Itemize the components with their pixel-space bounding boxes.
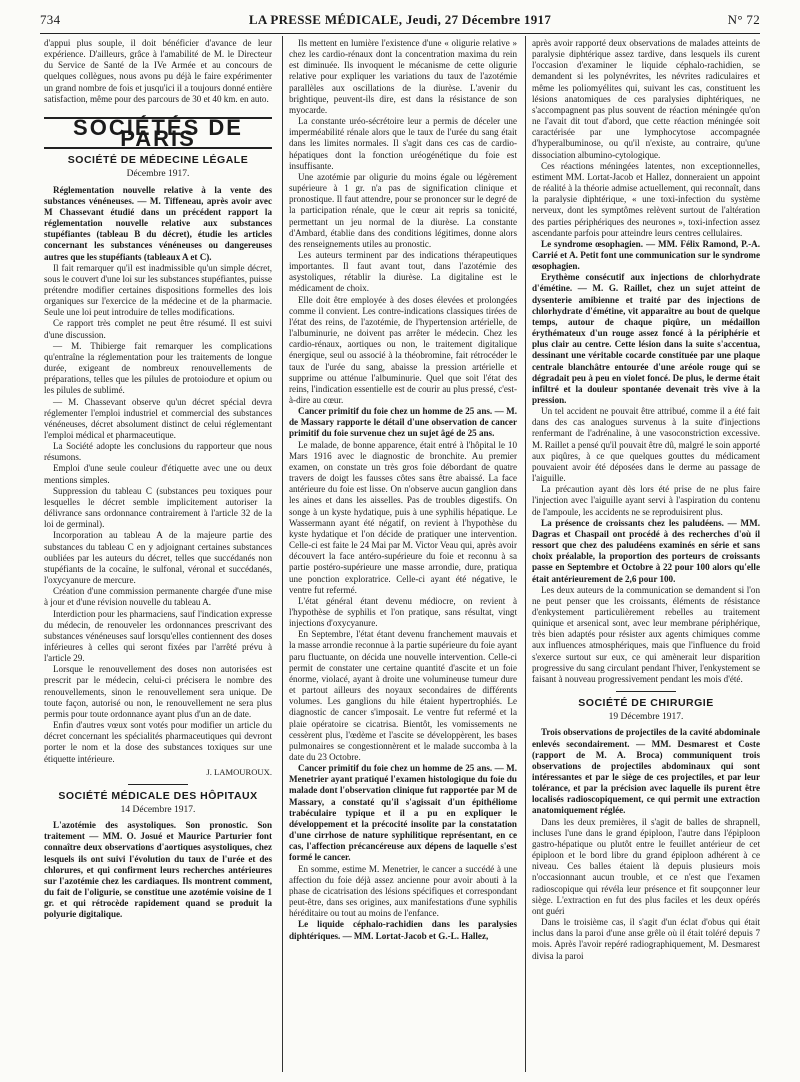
paragraph: — M. Chassevant observe qu'un décret spécial devra réglementer l'emploi industriel et commercial des substances vénéneuses, décret absolument distinct de celui réglementant l'emploi médical et pharmaceutique. [44, 396, 272, 440]
society-heading-chirurgie: SOCIÉTÉ DE CHIRURGIE [578, 697, 714, 710]
paragraph: L'état général étant devenu médiocre, on revient à l'hypothèse de syphilis et l'on pratique, sans résultat, vingt injections d'oxycyanure. [289, 595, 517, 629]
journal-title: LA PRESSE MÉDICALE, Jeudi, 27 Décembre 1917 [248, 12, 552, 27]
column-3 [532, 38, 760, 1076]
paragraph: Un tel accident ne pouvait être attribué, comme il a été fait dans des cas analogues survenus à la suite d'injections renfermant de l'adrénaline, à une vasoconstriction excessive. M. Raillet a pensé qu'il pouvait être dû, malgré le soin apporté aux piqûres, à ce que quelques gouttes du médicament pouvaient avoir été déposées dans le derme au passage de l'aiguille. [532, 406, 760, 484]
page-number: 734 [40, 12, 61, 27]
intro-paragraph: d'appui plus souple, il doit bénéficier d'avance de leur expérience. D'ailleurs, grâce à l'amabilité de M. le Directeur du Service de Santé de la IVe Armée et au concours de quelques collègues, nous avons pu déjà le faire expérimenter un grand nombre de fois et jusqu'ici il a toujours donné entière satisfaction, même pour des parcours de 30 et 40 km. en auto. [44, 38, 272, 104]
paragraph: Les deux auteurs de la communication se demandent si l'on ne peut penser que les croissants, éléments de résistance d'enkystement particulièrement rebelles au traitement quinique et arsenical sont, avec leur membrane périphérique, très bien adaptés pour résister aux agents chimiques comme aux influences atmosphériques, mais que l'influence du froid s'exerce surtout sur eux, ce qui amènerait leur disparition progressive du sang circulant pendant l'hiver, l'enkystement se faisant à nouveau progressivement pendant les mois d'été. [532, 584, 760, 684]
signature: J. LAMOUROUX. [206, 766, 272, 777]
subject-heading: Cancer primitif du foie chez un homme de 25 ans. — M. de Massary rapporte le détail d'une observation de cancer primitif du foie survenue chez un sujet âgé de 25 ans. [289, 406, 517, 439]
paragraph: La précaution ayant dès lors été prise de ne plus faire l'injection avec l'aiguille ayant servi à l'aspiration du contenu de l'ampoule, les accidents ne se reproduisirent plus. [532, 484, 760, 517]
subject-heading: Réglementation nouvelle relative à la vente des substances vénéneuses. — M. Tiffeneau, après avoir avec M Chassevant étudié dans un précédent rapport la réglementation nouvelle relative aux substances stupéfiantes (tableau B du décret), étudie les articles concernant les substances vénéneuses ou dangereuses autres que les stupéfiants (tableaux A et C). [44, 184, 272, 262]
paragraph: Création d'une commission permanente chargée d'une mise à jour et d'une révision nouvelle du tableau A. [44, 586, 272, 608]
subject-heading: L'azotémie des asystoliques. Son pronostic. Son traitement — MM. O. Josué et Maurice Parturier font connaître deux observations d'aortiques asystoliques, chez lesquels ils ont suivi l'évolution du taux de l'urée et des chlorures, et qui confirment leurs recherches antérieures sur l'azotémie chez les cardiaques. Ils montrent comment, du fait de l'oligurie, se constitue une azotémie voisine de 1 gr. et qui rétrocède rapidement quand se produit la polyurie digitalique. [44, 820, 272, 920]
column-1 [44, 38, 272, 1076]
column-rule-1 [282, 36, 283, 1072]
paragraph: La constante uréo-sécrétoire leur a permis de déceler une imperméabilité rénale alors que le taux de l'urée du sang était dans les limites normales. Il s'agit dans ces cas de cardio-hépatiques dont la fonction uréogénétique du foie est insuffisante. [289, 116, 517, 171]
paragraph: Enfin d'autres vœux sont votés pour modifier un article du décret concernant les spécialités pharmaceutiques qui devront porter le nom et la dose des substances toxiques sur une étiquette intérieure. [44, 720, 272, 764]
society-heading-legale: SOCIÉTÉ DE MÉDECINE LÉGALE [67, 154, 249, 167]
society-date: Décembre 1917. [126, 169, 190, 180]
paragraph: après avoir rapporté deux observations de malades atteints de paralysie diphtérique assez tardive, dans lesquels ils curent l'occasion d'examiner le liquide céphalo-rachidien, se demandent si les polynévrites, les névrites radiculaires et même les poliomyélites qui, suivant les cas, constituent les lésions anatomiques de ces paralysies diphtériques, ne s'accompagnent pas plus souvent de réaction méningée qu'on ne l'avait dit tout d'abord, que cette réaction méningée soit caractérisée par une lymphocytose accompagnée d'hyperalbuminose, ou qu'il n'existe, au contraire, qu'une dissociation albumino-cytologique. [532, 38, 760, 160]
society-date: 19 Décembre 1917. [608, 712, 684, 723]
paragraph: Dans le troisième cas, il s'agit d'un éclat d'obus qui était inclus dans la paroi d'une anse grêle où il était toléré depuis 7 mois. Après l'avoir repéré radiographiquement, M. Desmarest divisa la paroi [532, 917, 760, 961]
subject-heading: Erythème consécutif aux injections de chlorhydrate d'émétine. — M. G. Raillet, chez un sujet atteint de dysenterie amibienne et traité par des injections de chlorhydrate d'émétine, vit apparaître au bout de quelque temps, autour de chaque piqûre, un médaillon érythémateux d'un rouge assez foncé à la périphérie et plus clair au centre. Cette lésion dans la suite s'accentua, dessinant une véritable cocarde constituée par une plaque centrale blanchâtre entourée d'une aréole rouge qui se dégradait peu à peu en violet foncé. De plus, le derme était infiltré et la douleur spontanée devenait très vive à la pression. [532, 272, 760, 405]
issue-number: N° 72 [727, 12, 760, 27]
paragraph: — M. Thibierge fait remarquer les complications qu'entraîne la réglementation pour les traitements de longue durée, exigeant de nombreux renouvellements de préparations, telles que les pilules de protoiodure et opium ou les pilules de sublimé. [44, 340, 272, 396]
paragraph: En somme, estime M. Menetrier, le cancer a succédé à une affection du foie déjà assez ancienne pour avoir abouti à la phase de cicatrisation des lésions spécifiques et correspondant peut-être, dans ses origines, aux manifestations d'une syphilis héréditaire ou tout au moins de l'enfance. [289, 863, 517, 919]
paragraph: Emploi d'une seule couleur d'étiquette avec une ou deux mentions simples. [44, 463, 272, 485]
paragraph: Ces réactions méningées latentes, non exceptionnelles, estiment MM. Lortat-Jacob et Hallez, donneraient un appoint de réalité à la théorie admise actuellement, qui reconnaît, dans la paralysie diphtérique, « une toxi-infection du système nerveux, dont les symptômes relèvent surtout de l'altération des parties périphériques des neurones », toxi-infection assez ascendante parfois pour atteindre leurs centres cellulaires. [532, 160, 760, 238]
paragraph: Ils mettent en lumière l'existence d'une « oligurie relative » chez les cardio-rénaux dont la concentration maxima du rein est diminuée. Ils invoquent le mécanisme de cette oligurie relative pour expliquer les variations du taux de l'azotémie parallèles aux oscillations de la diurèse. L'avenir du brightique, peuvent-ils dire, est dans la résistance de son myocarde. [289, 38, 517, 115]
subject-heading: Cancer primitif du foie chez un homme de 25 ans. — M. Menetrier ayant pratiqué l'examen histologique du foie du malade dont l'observation clinique fut rapportée par M de Massary, a constaté qu'il s'agissait d'un épithéliome trabéculaire typique et il a pu en expliquer le développement et la précocité insolite par la constatation d'une cirrhose de nature syphilitique représentant, en ce cas, l'affection précancéreuse aux dépens de laquelle s'est formé le cancer. [289, 763, 517, 863]
paragraph: Interdiction pour les pharmaciens, sauf l'indication expresse du médecin, de renouveler les ordonnances prescrivant des substances vénéneuses sauf lorsqu'elles contiennent des doses inférieures à celles qui seront fixées par l'arrêté prévu à l'article 29. [44, 608, 272, 664]
page-header [40, 12, 760, 32]
paragraph: Incorporation au tableau A de la majeure partie des substances du tableau C en y adjoignant certaines substances oubliées par les auteurs du décret, telles que succédanés non stupéfiants de la cocaïne, le sulfonal, véronal et succédanés, l'oxycyanure de mercure. [44, 530, 272, 586]
society-date: 14 Décembre 1917. [120, 805, 196, 815]
paragraph: Une azotémie par oligurie du moins égale ou légèrement supérieure à 1 gr. n'a pas de signification clinique et pronostique. Il faut attendre, pour se prononcer sur le degré de la participation rénale, que le cœur ait repris sa tonicité, permettant un jeu normal de la diurèse. La constante d'Ambard, établie dans des conditions légitimes, donne alors des renseignements utiles au pronostic. [289, 171, 517, 249]
paragraph: Lorsque le renouvellement des doses non autorisées est prescrit par le médecin, celui-ci précisera le nombre des renouvellements, sinon le renouvellement sera unique. De toute façon, autorisé ou non, le renouvellement ne sera plus permis pour toute ordonnance ayant plus d'un an de date. [44, 664, 272, 719]
header-rule [40, 33, 760, 34]
paragraph: Le malade, de bonne apparence, était entré à l'hôpital le 10 Mars 1916 avec le diagnostic de bronchite. Au premier examen, on constate un très gros foie débordant de quatre travers de doigt les fausses côtes sans être abaissé. La face antérieure du foie est lisse. On n'observe aucun ganglion dans les aines et dans les aisselles. Pas de troubles digestifs. On songe à un kyste hydatique, puis à une syphilis hépatique. Le Wassermann ayant été négatif, on revient à l'hypothèse du kyste hydatique et l'on décide de pratiquer une intervention. Celle-ci est faite le 24 Mai par M. Victor Veau qui, après avoir découvert la face antéro-supérieure du foie et reconnu à sa partie postéro-supérieure une masse arrondie, dure, pratiqua une ponction exploratrice. Celle-ci ayant été négative, le ventre fut refermé. [289, 439, 517, 595]
separator [616, 691, 676, 692]
paragraph: En Septembre, l'état étant devenu franchement mauvais et la masse arrondie reconnue à la partie supérieure du foie ayant paru fluctuante, on décida une nouvelle intervention. Celle-ci permit de constater une certaine quantité d'ascite et un foie énorme, violacé, ayant à droite une volumineuse tumeur dure et partout ailleurs des noyaux secondaires de différents volumes. Les ganglions du hile étaient hypertrophiés. Le diagnostic de cancer s'imposait. Le ventre fut refermé et la plaie opératoire se cicatrisa. Bientôt, les vomissements ne cessèrent plus, l'œdème et l'ascite se développèrent, les bases pulmonaires se congestionnèrent et le malade succomba à la date du 23 Octobre. [289, 629, 517, 762]
column-rule-2 [525, 36, 526, 1072]
subject-heading: La présence de croissants chez les paludéens. — MM. Dagras et Chaspail ont procédé à des recherches d'où il ressort que chez des paludéens examinés en série et sans choix préalable, la proportion des porteurs de croissants passe en Septembre et Octobre à 22 pour 100 alors qu'elle était antérieurement de 2,6 pour 100. [532, 517, 760, 584]
subject-heading: Le liquide céphalo-rachidien dans les paralysies diphtériques. — MM. Lortat-Jacob et G.-L. Hallez, [289, 919, 517, 941]
separator [128, 784, 188, 785]
column-2 [289, 38, 517, 1076]
paragraph: La Société adopte les conclusions du rapporteur que nous résumons. [44, 441, 272, 463]
society-heading-hopitaux: SOCIÉTÉ MÉDICALE DES HÔPITAUX [58, 789, 258, 802]
section-heading: SOCIÉTÉS DE PARIS [44, 117, 272, 149]
paragraph: Les auteurs terminent par des indications thérapeutiques importantes. Il faut avant tout, dans l'azotémie des asystoliques, rétablir la diurèse. La digitaline est le médicament de choix. [289, 249, 517, 294]
paragraph: Ce rapport très complet ne peut être résumé. Il est suivi d'une discussion. [44, 318, 272, 340]
subject-heading: Le syndrome œsophagien. — MM. Félix Ramond, P.-A. Carrié et A. Petit font une communication sur le syndrome œsophagien. [532, 238, 760, 272]
paragraph: Dans les deux premières, il s'agit de balles de shrapnell, incluses l'une dans le grand épiploon, l'autre dans l'épiploon gastro-hépatique ou plutôt entre le feuillet antérieur de cet épiploon et le bord libre du grand épiploon adhérent à ce niveau. Ces balles étaient là depuis plusieurs mois n'occasionnant aucun trouble, et ce n'est que l'examen radioscopique qui révéla leur présence et fit soupçonner leur siège. L'extraction en fut des plus faciles et les deux opérés ont guéri [532, 816, 760, 916]
paragraph: Suppression du tableau C (substances peu toxiques pour lesquelles le décret semble implicitement autoriser la délivrance sans ordonnance contrairement à l'article 32 de la loi de germinal). [44, 485, 272, 530]
subject-heading: Trois observations de projectiles de la cavité abdominale enlevés secondairement. — MM. Desmarest et Coste (rapport de M. A. Broca) communiquent trois observations de projectiles abdominaux qui sont intéressantes et par le siège de ces projectiles, et par leur tolérance, et par la précision avec laquelle ils purent être localisés radioscopiquement, ce qui permit une extraction anatomiquement réglée. [532, 727, 760, 816]
paragraph: Il fait remarquer qu'il est inadmissible qu'un simple décret, sous le couvert d'une loi sur les substances stupéfiantes, puisse prétendre modifier certaines dispositions formelles des lois organiques sur l'exercice de la médecine et de la pharmacie. Seule une loi peut introduire de telles modifications. [44, 262, 272, 318]
paragraph: Elle doit être employée à des doses élevées et prolongées comme il convient. Les contre-indications classiques tirées de l'état des reins, de l'azotémie, de l'hypertension artérielle, de l'albuminurie, ne doivent pas arrêter le médecin. Chez les cardio-rénaux, aortiques ou non, le traitement digitalique énergique, seul ou associé à la théobromine, fait rétrocéder le taux de l'urée du sang, abaisse la pression artérielle et supprime ou atténue l'albuminurie. Quel que soit l'état des reins, l'indication essentielle est de courir au plus pressé, c'est-à-dire au cœur. [289, 294, 517, 405]
